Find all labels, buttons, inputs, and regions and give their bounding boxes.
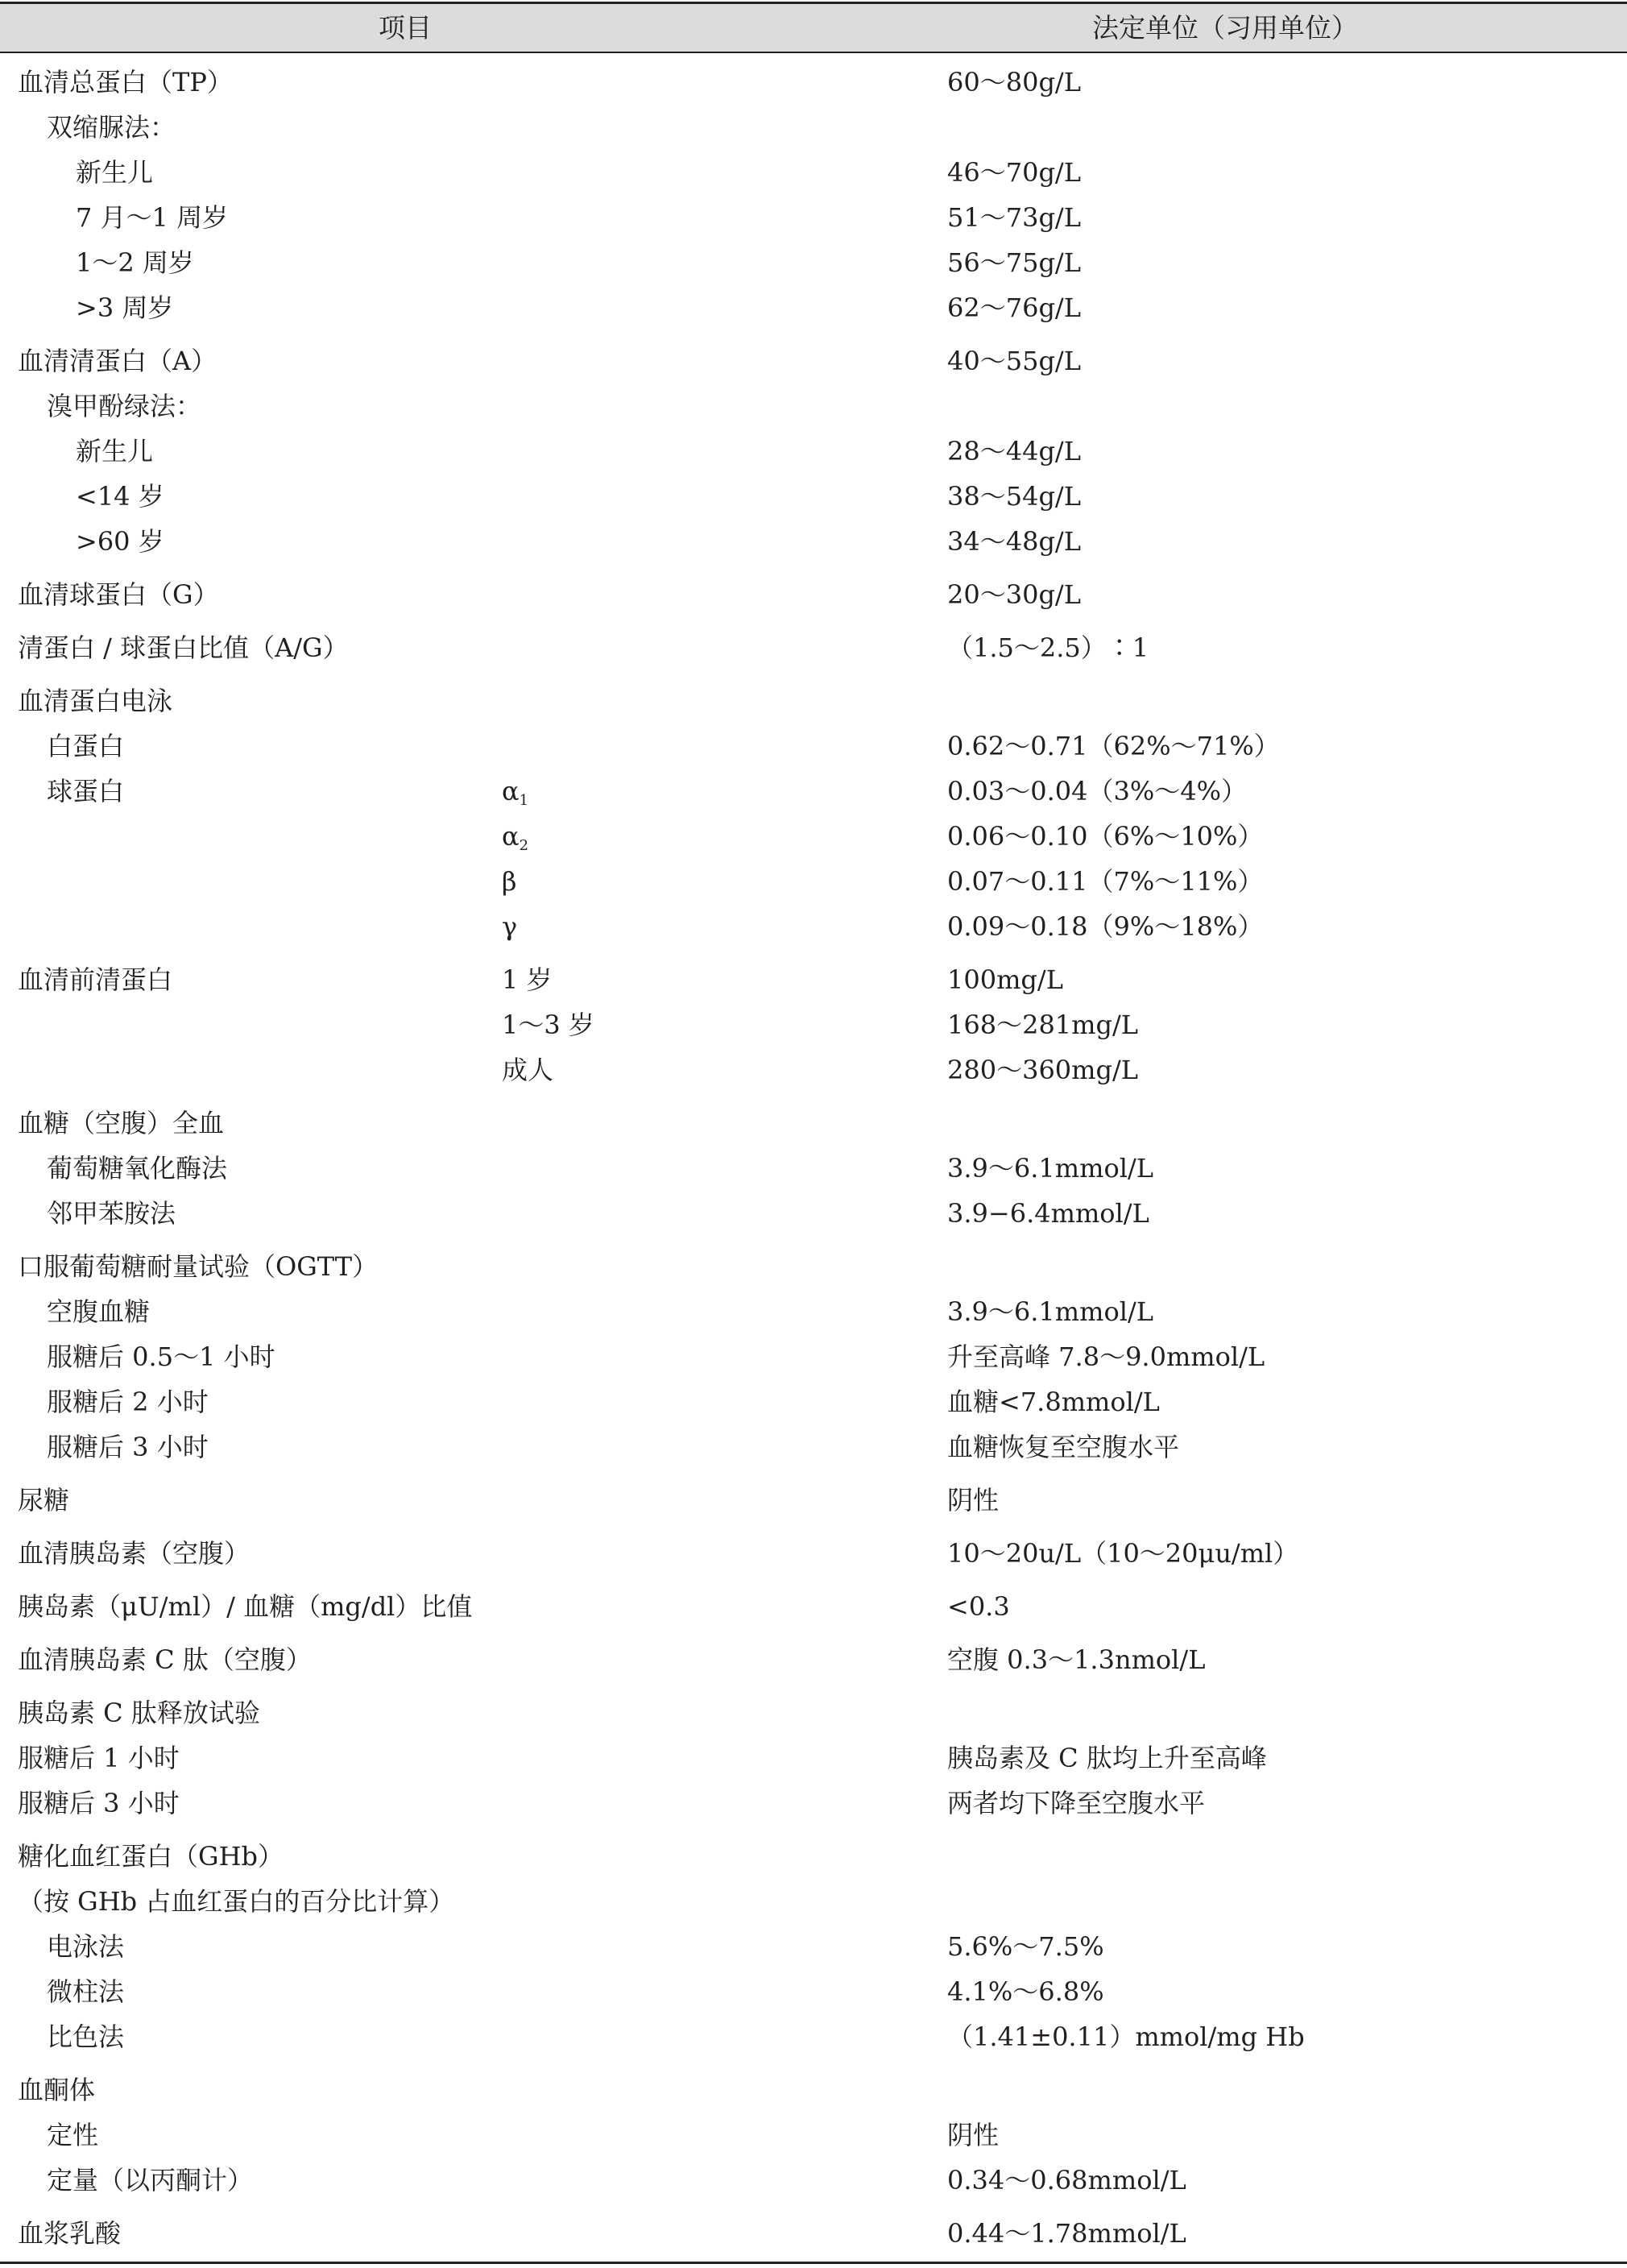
table-row <box>0 1101 1627 1146</box>
row-value: （1.41±0.11）mmol/mg Hb <box>947 2021 1305 2052</box>
table-row <box>0 429 1627 474</box>
header-value-column: 法定单位（习用单位） <box>1092 12 1358 44</box>
table-row <box>0 2158 1627 2203</box>
table-row <box>0 285 1627 330</box>
row-item: 双缩脲法： <box>47 112 176 143</box>
row-item: 血清胰岛素 C 肽（空腹） <box>18 1644 312 1675</box>
row-subitem: $\alpha_2$ <box>502 821 529 854</box>
row-value: 血糖<7.8mmol/L <box>947 1387 1160 1417</box>
row-value: 20～30g/L <box>947 579 1081 610</box>
row-item: 电泳法 <box>47 1931 125 1962</box>
table-row <box>0 1191 1627 1236</box>
row-value: 3.9−6.4mmol/L <box>947 1198 1149 1229</box>
row-value: 62～76g/L <box>947 292 1081 323</box>
row-value: （1.5～2.5）∶1 <box>947 632 1149 663</box>
row-item: 血糖（空腹）全血 <box>18 1108 225 1138</box>
row-value: 28～44g/L <box>947 436 1081 466</box>
table-row <box>0 1334 1627 1379</box>
table-row <box>0 904 1627 949</box>
row-item: 口服葡萄糖耐量试验（OGTT） <box>18 1251 379 1282</box>
row-item: 比色法 <box>47 2021 125 2052</box>
table-row <box>0 60 1627 105</box>
row-item: 新生儿 <box>76 157 154 188</box>
row-value: 两者均下降至空腹水平 <box>947 1788 1206 1818</box>
table-row <box>0 1289 1627 1334</box>
row-subitem: $\alpha_1$ <box>502 776 529 809</box>
table-row <box>0 1584 1627 1629</box>
table-row <box>0 957 1627 1002</box>
row-item: 血清蛋白电泳 <box>18 686 173 716</box>
row-item: 血清球蛋白（G） <box>18 579 219 610</box>
table-row <box>0 240 1627 285</box>
row-value: 46～70g/L <box>947 157 1081 188</box>
row-item: 葡萄糖氧化酶法 <box>47 1153 228 1184</box>
row-value: 60～80g/L <box>947 67 1081 97</box>
row-item: 服糖后 1 小时 <box>18 1743 180 1773</box>
row-item: >60 岁 <box>76 526 164 557</box>
row-value: 阴性 <box>947 1485 1000 1515</box>
row-value: 0.03～0.04（3%～4%） <box>947 776 1248 806</box>
row-item: 1～2 周岁 <box>76 247 194 278</box>
row-item: （按 GHb 占血红蛋白的百分比计算） <box>18 1886 455 1917</box>
row-value: 空腹 0.3～1.3nmol/L <box>947 1644 1206 1675</box>
row-item: 糖化血红蛋白（GHb） <box>18 1841 284 1872</box>
row-value: 34～48g/L <box>947 526 1081 557</box>
table-row <box>0 2113 1627 2158</box>
table-row <box>0 625 1627 670</box>
table-row <box>0 1047 1627 1093</box>
row-item: 血酮体 <box>18 2075 96 2105</box>
row-value: 280～360mg/L <box>947 1055 1139 1085</box>
row-subitem: 成人 <box>502 1055 554 1085</box>
row-item: 尿糖 <box>18 1485 70 1515</box>
row-item: 白蛋白 <box>47 731 125 761</box>
table-row <box>0 105 1627 150</box>
row-item: 微柱法 <box>47 1976 125 2007</box>
row-value: 胰岛素及 C 肽均上升至高峰 <box>947 1743 1267 1773</box>
table-row <box>0 1834 1627 1879</box>
row-value: <0.3 <box>947 1591 1010 1622</box>
table-row <box>0 1478 1627 1523</box>
row-item: 新生儿 <box>76 436 154 466</box>
row-value: 168～281mg/L <box>947 1010 1139 1040</box>
table-row <box>0 724 1627 769</box>
row-value: 血糖恢复至空腹水平 <box>947 1432 1180 1462</box>
table-row <box>0 1379 1627 1424</box>
header-item-column: 项目 <box>379 12 432 44</box>
row-item: 血清前清蛋白 <box>18 964 173 995</box>
table-row <box>0 1690 1627 1735</box>
row-item: 血清总蛋白（TP） <box>18 67 233 97</box>
row-item: 定量（以丙酮计） <box>47 2165 254 2195</box>
row-value: 40～55g/L <box>947 346 1081 376</box>
table-row <box>0 2211 1627 2256</box>
row-item: 服糖后 2 小时 <box>47 1387 209 1417</box>
row-item: 服糖后 3 小时 <box>47 1432 209 1462</box>
row-item: 定性 <box>47 2120 99 2150</box>
row-item: 服糖后 3 小时 <box>18 1788 180 1818</box>
table-row <box>0 814 1627 859</box>
table-row <box>0 678 1627 724</box>
row-subitem: β <box>502 866 517 897</box>
row-value: 10～20u/L（10～20μu/ml） <box>947 1538 1299 1569</box>
table-row <box>0 1244 1627 1289</box>
row-value: 0.44～1.78mmol/L <box>947 2218 1186 2249</box>
row-value: 0.07～0.11（7%～11%） <box>947 866 1264 897</box>
row-item: 清蛋白 / 球蛋白比值（A/G） <box>18 632 349 663</box>
row-value: 0.06～0.10（6%～10%） <box>947 821 1264 852</box>
row-item: 血清清蛋白（A） <box>18 346 217 376</box>
row-item: 服糖后 0.5～1 小时 <box>47 1341 275 1372</box>
row-value: 0.34～0.68mmol/L <box>947 2165 1186 2195</box>
table-row <box>0 384 1627 429</box>
table-row <box>0 519 1627 564</box>
row-value: 阴性 <box>947 2120 1000 2150</box>
row-subitem: 1～3 岁 <box>502 1010 594 1040</box>
row-item: 空腹血糖 <box>47 1296 151 1327</box>
row-value: 5.6%～7.5% <box>947 1931 1104 1962</box>
table-row <box>0 1531 1627 1576</box>
row-value: 3.9～6.1mmol/L <box>947 1296 1154 1327</box>
table-row <box>0 1637 1627 1682</box>
table-row <box>0 338 1627 384</box>
table-row <box>0 572 1627 617</box>
row-item: >3 周岁 <box>76 292 174 323</box>
table-row <box>0 2014 1627 2059</box>
row-value: 升至高峰 7.8～9.0mmol/L <box>947 1341 1265 1372</box>
table-row <box>0 1924 1627 1969</box>
row-item: 胰岛素（μU/ml）/ 血糖（mg/dl）比值 <box>18 1591 473 1622</box>
row-subitem: γ <box>502 911 518 942</box>
row-item: <14 岁 <box>76 481 164 512</box>
table-row <box>0 769 1627 814</box>
table-row <box>0 2067 1627 2113</box>
row-value: 51～73g/L <box>947 202 1081 233</box>
table-row <box>0 1735 1627 1781</box>
row-value: 3.9～6.1mmol/L <box>947 1153 1154 1184</box>
row-item: 血清胰岛素（空腹） <box>18 1538 250 1569</box>
row-item: 胰岛素 C 肽释放试验 <box>18 1698 260 1728</box>
table-row <box>0 859 1627 904</box>
table-header <box>0 2 1627 53</box>
table-row <box>0 1002 1627 1047</box>
table-row <box>0 1879 1627 1924</box>
row-value: 4.1%～6.8% <box>947 1976 1104 2007</box>
table-row <box>0 150 1627 195</box>
row-subitem: 1 岁 <box>502 964 553 995</box>
table-row <box>0 1969 1627 2014</box>
row-value: 0.62～0.71（62%～71%） <box>947 731 1280 761</box>
table-row <box>0 1146 1627 1191</box>
row-item: 血浆乳酸 <box>18 2218 122 2249</box>
row-value: 56～75g/L <box>947 247 1081 278</box>
table-row <box>0 195 1627 240</box>
row-item: 7 月～1 周岁 <box>76 202 229 233</box>
row-value: 38～54g/L <box>947 481 1081 512</box>
row-item: 球蛋白 <box>47 776 125 806</box>
row-value: 0.09～0.18（9%～18%） <box>947 911 1264 942</box>
table-row <box>0 1781 1627 1826</box>
table-bottom-rule <box>0 2262 1627 2264</box>
row-item: 溴甲酚绿法： <box>47 391 202 421</box>
row-value: 100mg/L <box>947 964 1063 995</box>
row-item: 邻甲苯胺法 <box>47 1198 176 1229</box>
table-row <box>0 474 1627 519</box>
table-row <box>0 1424 1627 1470</box>
